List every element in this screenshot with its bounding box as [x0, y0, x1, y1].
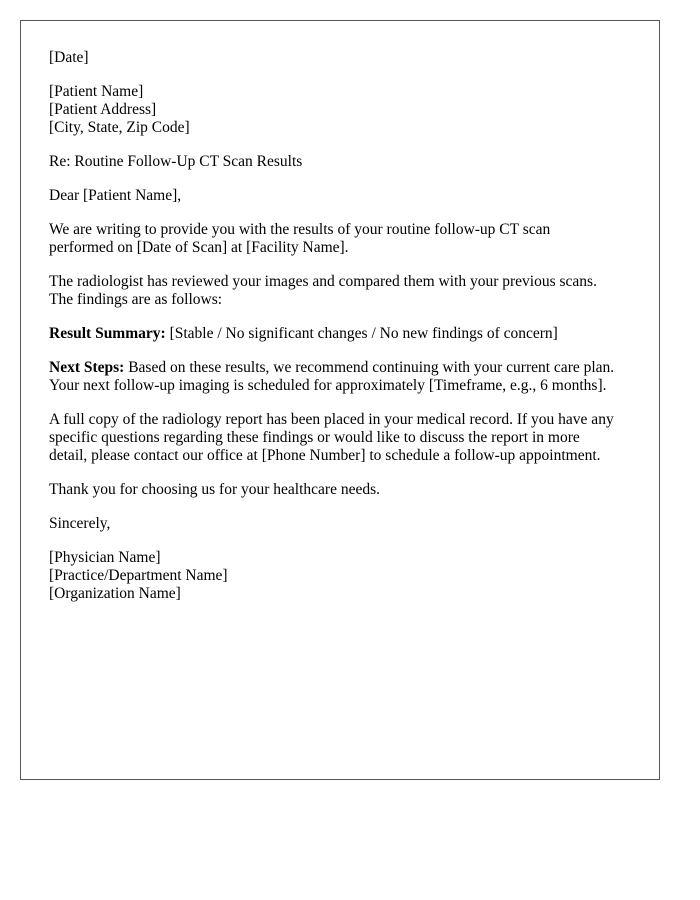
result-summary-line	[49, 325, 631, 343]
closing-block	[49, 515, 631, 533]
organization-name-line: [Organization Name]	[49, 585, 181, 602]
review-line-1: The radiologist has reviewed your images and compared them with your previous scans.	[49, 273, 597, 290]
city-state-zip-line: [City, State, Zip Code]	[49, 119, 190, 136]
next-steps-text: Based on these results, we recommend continuing with your current care plan.	[124, 359, 615, 376]
practice-name-line: [Practice/Department Name]	[49, 567, 228, 584]
subject-line: Re: Routine Follow-Up CT Scan Results	[49, 153, 303, 170]
review-line-2: The findings are as follows:	[49, 291, 223, 308]
report-line-1: A full copy of the radiology report has been placed in your medical record. If you have any	[49, 411, 614, 428]
result-summary-paragraph	[49, 325, 631, 343]
intro-line-1: We are writing to provide you with the results of your routine follow-up CT scan	[49, 221, 551, 238]
report-line-3: detail, please contact our office at [Phone Number] to schedule a follow-up appointment.	[49, 447, 601, 464]
report-line-2: specific questions regarding these findings or would like to discuss the report in more	[49, 429, 580, 446]
salutation-block	[49, 187, 631, 205]
signature-block	[49, 549, 631, 603]
intro-paragraph	[49, 221, 631, 257]
salutation-line: Dear [Patient Name],	[49, 187, 182, 204]
date-block	[49, 49, 631, 67]
next-steps-line-1	[49, 359, 631, 377]
date-line: [Date]	[49, 49, 89, 66]
patient-name-line: [Patient Name]	[49, 83, 144, 100]
patient-address-line: [Patient Address]	[49, 101, 157, 118]
next-steps-label: Next Steps:	[49, 359, 125, 376]
thanks-line: Thank you for choosing us for your healthcare needs.	[49, 481, 380, 498]
physician-name-line: [Physician Name]	[49, 549, 161, 566]
subject-block	[49, 153, 631, 171]
recipient-address	[49, 83, 631, 137]
review-paragraph	[49, 273, 631, 309]
intro-line-2: performed on [Date of Scan] at [Facility Name].	[49, 239, 349, 256]
result-summary-text: [Stable / No significant changes / No new findings of concern]	[165, 325, 558, 342]
next-steps-line-2: Your next follow-up imaging is scheduled for approximately [Timeframe, e.g., 6 months].	[49, 377, 607, 394]
next-steps-paragraph	[49, 359, 631, 395]
closing-line: Sincerely,	[49, 515, 111, 532]
letter-page	[20, 20, 660, 780]
report-paragraph	[49, 411, 631, 465]
result-summary-label: Result Summary:	[49, 325, 166, 342]
thanks-paragraph	[49, 481, 631, 499]
